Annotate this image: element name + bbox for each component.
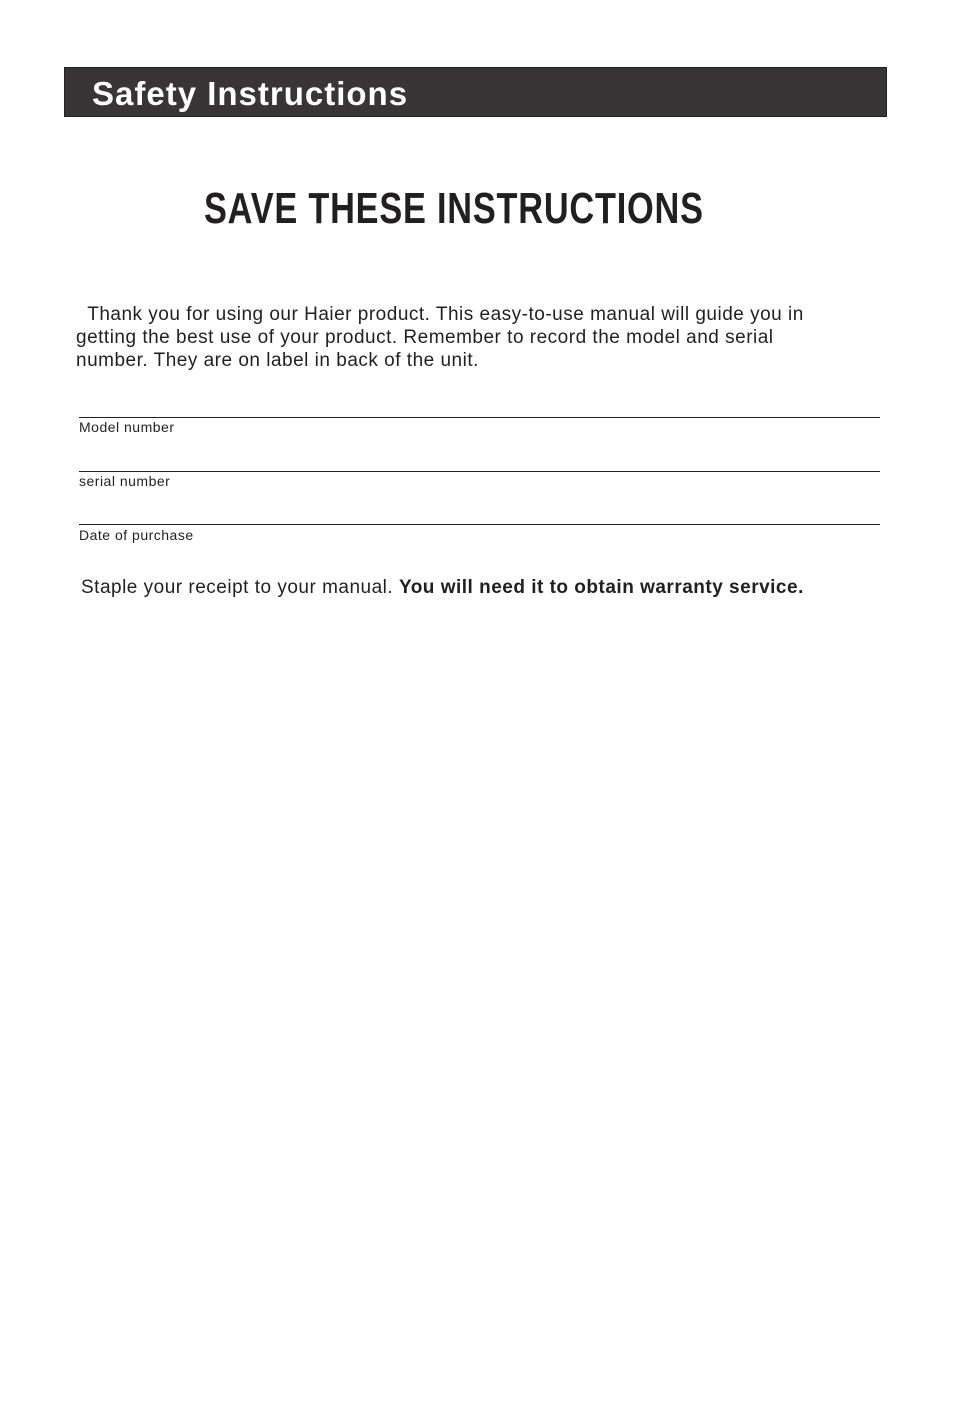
serial-number-label: serial number <box>79 473 171 489</box>
date-of-purchase-label: Date of purchase <box>79 527 194 543</box>
warranty-note: You will need it to obtain warranty service. <box>398 577 804 598</box>
model-number-line[interactable] <box>79 417 880 418</box>
page-heading: SAVE THESE INSTRUCTIONS <box>204 184 704 233</box>
staple-note <box>81 577 804 599</box>
intro-line: getting the best use of your product. Remember to record the model and serial <box>76 327 774 348</box>
model-number-label: Model number <box>79 419 175 435</box>
section-header-bar <box>64 67 887 117</box>
section-title: Safety Instructions <box>92 75 409 112</box>
intro-paragraph <box>76 303 886 372</box>
serial-number-line[interactable] <box>79 471 880 472</box>
staple-note-text: Staple your receipt to your manual. <box>81 577 399 598</box>
date-of-purchase-line[interactable] <box>79 524 880 525</box>
intro-line: Thank you for using our Haier product. This easy-to-use manual will guide you in <box>76 304 804 325</box>
intro-line: number. They are on label in back of the unit. <box>76 350 479 371</box>
